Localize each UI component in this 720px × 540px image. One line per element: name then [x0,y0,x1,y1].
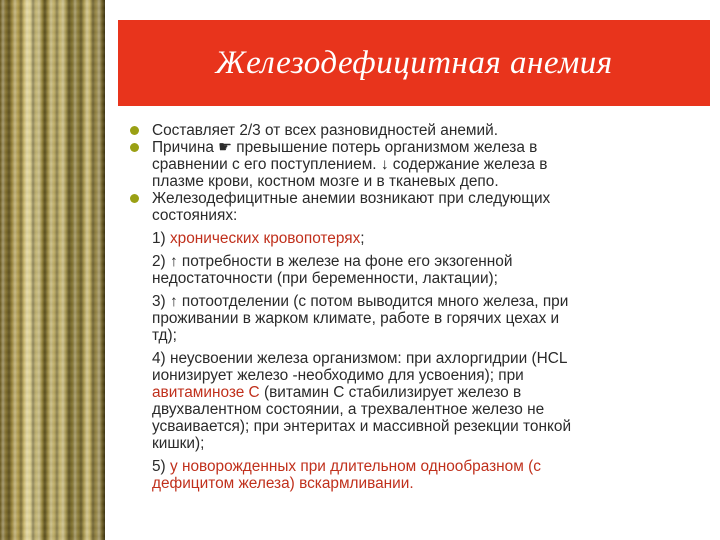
sub-item-highlight: у новорожденных при длительном однообразном (с [169,458,541,475]
bullet-text: превышение потерь организмом железа в [231,139,538,156]
decorative-gold-stripe [0,0,105,540]
sub-item-text: (витамин С стабилизирует железо в [259,384,522,401]
sub-item-text: тд); [152,327,177,344]
sub-item-text: ионизирует железо -необходимо для усвоения); при [152,367,524,384]
pointing-hand-icon: ☛ [218,139,232,156]
sub-item-highlight: хронических кровопотерях [169,230,361,247]
title-banner [118,20,710,106]
slide-content [130,122,700,492]
sub-item-text: 2) ↑ потребности в железе на фоне его экзогенной [152,253,513,270]
bullet-text: плазме крови, костном мозге и в тканевых депо. [152,173,499,190]
bullet-text: Железодефицитные анемии возникают при следующих [152,190,551,207]
bullet-dot-icon [130,143,139,152]
sub-item-text: ; [360,230,365,247]
bullet-item [130,139,700,190]
sub-item-highlight: авитаминозе С [152,384,260,401]
sub-item-text: недостаточности (при беременности, лактации); [152,270,498,287]
bullet-item [130,122,700,139]
sub-item-number: 1) [152,230,170,247]
bullet-text: состояниях: [152,207,238,224]
sub-item-text: 3) ↑ потоотделении (с потом выводится много железа, при [152,293,569,310]
sub-item-text: проживании в жарком климате, работе в горячих цехах и [152,310,560,327]
sub-item-text: усваивается); при энтеритах и массивной резекции тонкой [152,418,572,435]
sub-item [130,253,700,287]
sub-item-text: двухвалентном состоянии, а трехвалентное железо не [152,401,545,418]
sub-item [130,293,700,344]
slide-title: Железодефицитная анемия [215,44,613,81]
bullet-text: Причина [152,139,219,156]
sub-item-highlight: дефицитом железа) вскармливании. [152,475,414,492]
bullet-text: Составляет 2/3 от всех разновидностей анемий. [152,122,498,139]
sub-item [130,230,700,247]
sub-item-text: 4) неусвоении железа организмом: при ахлоргидрии (НСL [152,350,568,367]
bullet-dot-icon [130,126,139,135]
sub-item [130,350,700,452]
bullet-dot-icon [130,194,139,203]
sub-item-text: кишки); [152,435,205,452]
sub-item [130,458,700,492]
bullet-item [130,190,700,224]
bullet-text: сравнении с его поступлением. ↓ содержание железа в [152,156,548,173]
sub-item-number: 5) [152,458,170,475]
